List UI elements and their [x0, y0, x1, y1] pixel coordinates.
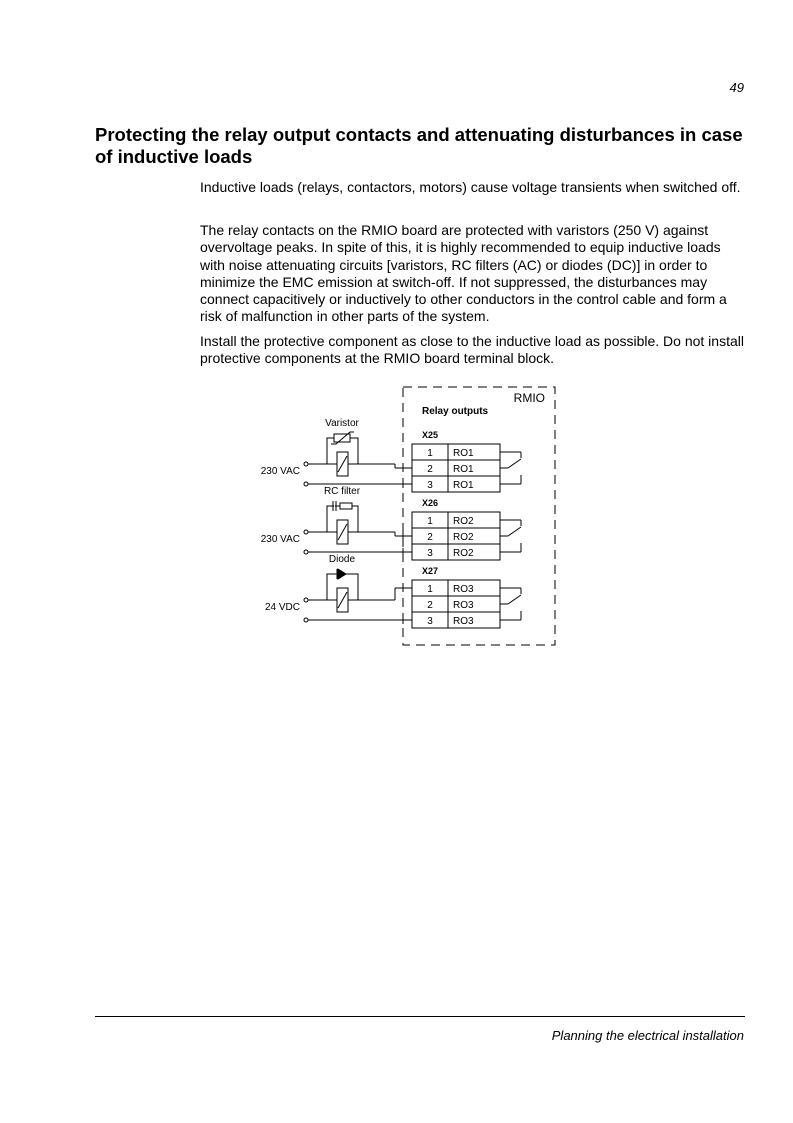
relay-group-1	[261, 418, 521, 492]
varistor-symbol	[331, 432, 354, 444]
connector-label: X25	[422, 430, 439, 440]
supply-voltage-label: 230 VAC	[260, 466, 300, 477]
terminal-block	[412, 580, 500, 628]
terminal-name: RO1	[453, 448, 474, 459]
terminal-block	[412, 444, 500, 492]
rc-filter-symbol	[333, 501, 352, 511]
terminal-number: 3	[427, 480, 433, 491]
terminal-number: 2	[427, 464, 433, 475]
protection-component-label: Diode	[328, 554, 356, 565]
supply-voltage-label: 24 VDC	[264, 602, 300, 613]
rmio-board-outline	[403, 387, 555, 645]
terminal-number: 1	[427, 448, 433, 459]
supply-voltage-label: 230 VAC	[260, 534, 300, 545]
protection-component-label: Varistor	[325, 418, 359, 429]
section-heading: Protecting the relay output contacts and attenuating disturbances in case of inductive loads	[95, 124, 743, 167]
relay-contact	[508, 459, 521, 468]
protection-component-label: RC filter	[323, 486, 361, 497]
terminal-name: RO2	[453, 532, 474, 543]
connector-label: X27	[422, 566, 439, 576]
terminal-name: RO1	[453, 464, 474, 475]
inductive-load-coil	[337, 452, 348, 476]
terminal-name: RO2	[453, 516, 474, 527]
terminal-name: RO3	[453, 584, 474, 595]
page-number: 49	[729, 80, 744, 95]
paragraph-inductive-loads: Inductive loads (relays, contactors, motors) cause voltage transients when switched off.	[200, 179, 741, 195]
relay-contact	[508, 527, 521, 536]
terminal-name: RO3	[453, 616, 474, 627]
relay-contact	[508, 595, 521, 604]
paragraph-varistor-protection: The relay contacts on the RMIO board are protected with varistors (250 V) against overvoltage peaks. In spite of this, it is highly recommended to equip inductive loads with noise attenuating circuits [varistors, RC filters (AC) or diodes (DC)] in order to minimize the EMC emission at switch-off. If not suppressed, the disturbances may connect capacitively or inductively to other conductors in the control cable and form a risk of malfunction in other parts of the system.	[200, 222, 727, 325]
footer-section-title: Planning the electrical installation	[551, 1028, 744, 1043]
inductive-load-coil	[337, 520, 348, 544]
connector-label: X26	[422, 498, 439, 508]
terminal-number: 2	[427, 532, 433, 543]
terminal-block	[412, 512, 500, 560]
inductive-load-coil	[337, 588, 348, 612]
terminal-number: 1	[427, 516, 433, 527]
terminal-number: 1	[427, 584, 433, 595]
terminal-name: RO2	[453, 548, 474, 559]
diode-symbol	[337, 569, 346, 579]
paragraph-installation: Install the protective component as close to the inductive load as possible. Do not install protective components at the RMIO board terminal block.	[200, 333, 744, 367]
relay-group-2	[261, 486, 521, 560]
relay-group-3	[265, 554, 521, 628]
rmio-label: RMIO	[513, 391, 545, 405]
terminal-number: 2	[427, 600, 433, 611]
terminal-name: RO1	[453, 480, 474, 491]
terminal-number: 3	[427, 548, 433, 559]
terminal-number: 3	[427, 616, 433, 627]
relay-outputs-label: Relay outputs	[422, 406, 489, 417]
footer-rule	[95, 1016, 745, 1017]
terminal-name: RO3	[453, 600, 474, 611]
